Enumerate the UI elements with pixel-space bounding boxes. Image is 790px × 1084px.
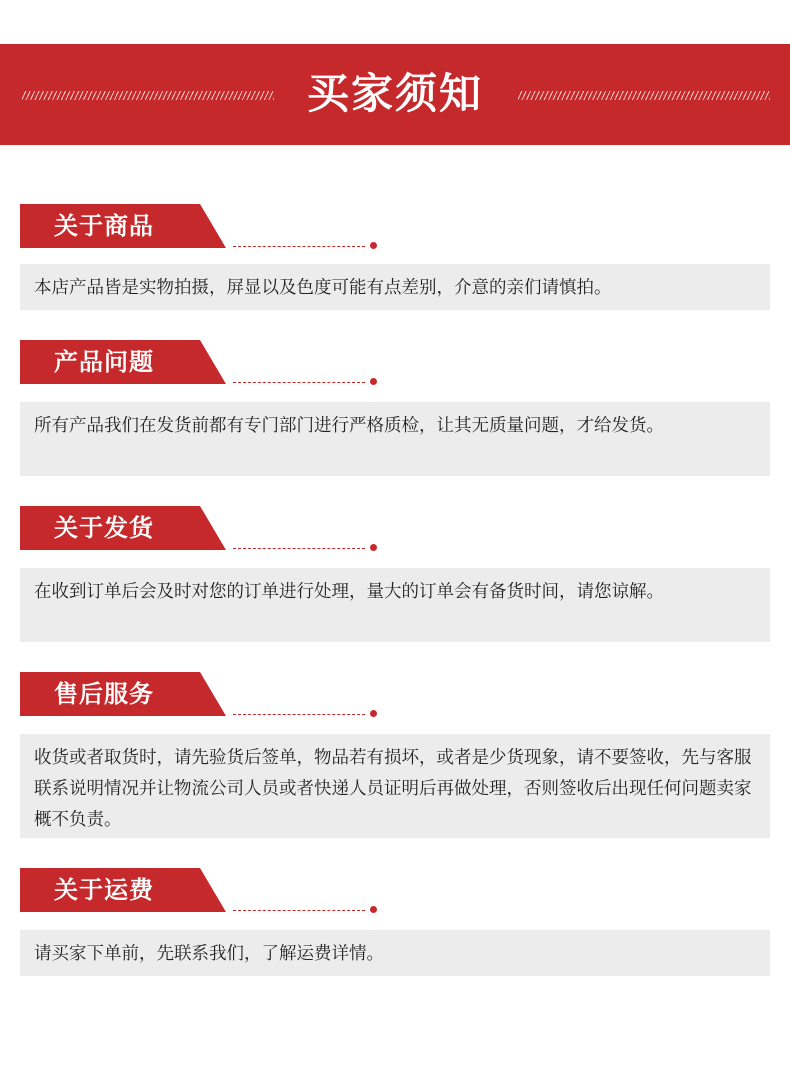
section-heading: 售后服务 <box>54 680 154 708</box>
divider-dot <box>370 378 377 385</box>
header-banner <box>0 44 790 145</box>
section-body: 在收到订单后会及时对您的订单进行处理，量大的订单会有备货时间，请您谅解。 <box>20 568 770 642</box>
decorative-hatch-right <box>518 91 770 100</box>
section-heading: 关于商品 <box>54 212 154 240</box>
section-heading: 关于运费 <box>54 876 154 904</box>
divider-dot <box>370 710 377 717</box>
divider-dot <box>370 544 377 551</box>
section-body: 请买家下单前，先联系我们，了解运费详情。 <box>20 930 770 976</box>
dashed-divider <box>233 246 365 247</box>
section-body: 收货或者取货时，请先验货后签单，物品若有损坏，或者是少货现象，请不要签收，先与客服联系说明情况并让物流公司人员或者快递人员证明后再做处理，否则签收后出现任何问题卖家概不负责。 <box>20 734 770 838</box>
dashed-divider <box>233 548 365 549</box>
section-body: 本店产品皆是实物拍摄，屏显以及色度可能有点差别，介意的亲们请慎拍。 <box>20 264 770 310</box>
section-heading: 关于发货 <box>54 514 154 542</box>
page-title: 买家须知 <box>306 69 483 118</box>
divider-dot <box>370 242 377 249</box>
divider-dot <box>370 906 377 913</box>
section-body: 所有产品我们在发货前都有专门部门进行严格质检，让其无质量问题，才给发货。 <box>20 402 770 476</box>
dashed-divider <box>233 910 365 911</box>
section-heading: 产品问题 <box>54 348 154 376</box>
dashed-divider <box>233 714 365 715</box>
dashed-divider <box>233 382 365 383</box>
